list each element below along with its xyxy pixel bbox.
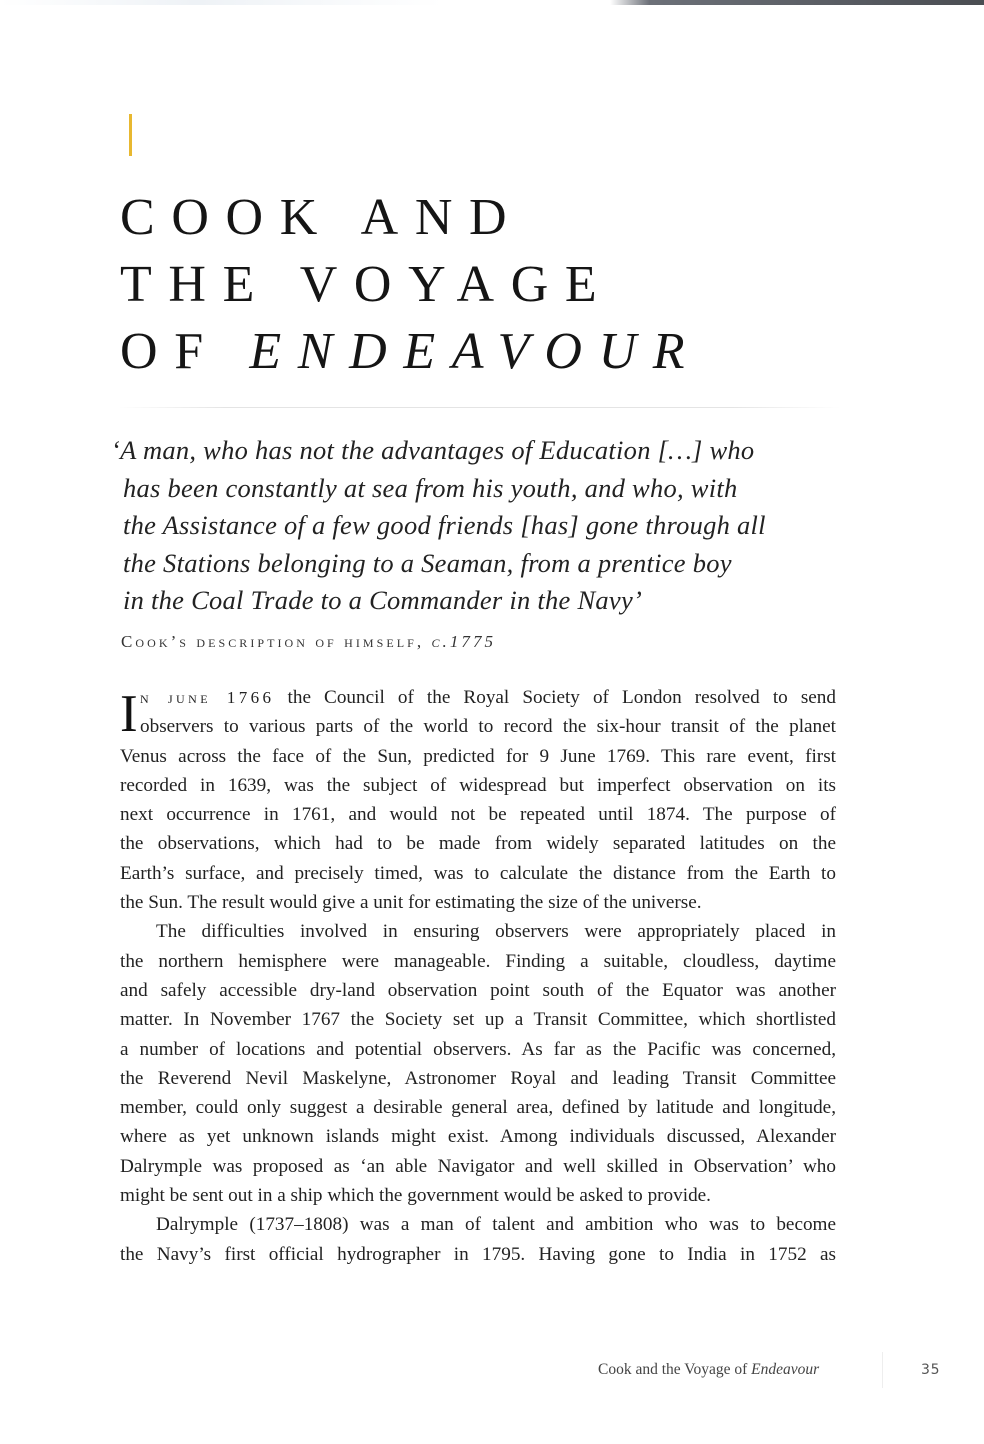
body-line: Dalrymple (1737–1808) was a man of talent and ambition who was to become xyxy=(156,1214,836,1236)
divider-rule xyxy=(118,407,840,408)
title-line: COOK AND xyxy=(120,189,524,246)
body-line: the Sun. The result would give a unit for estimating the size of the universe. xyxy=(120,892,702,914)
running-head: Cook and the Voyage of Endeavour xyxy=(598,1361,820,1378)
title-line: OF ENDEAVOUR xyxy=(120,323,702,380)
epigraph-line: the Stations belonging to a Seaman, from a prentice boy xyxy=(123,547,732,578)
body-line: the observations, which had to be made from widely separated latitudes on the xyxy=(120,833,836,855)
body-line: where as yet unknown islands might exist. Among individuals discussed, Alexander xyxy=(120,1126,836,1148)
body-line: and safely accessible dry-land observation point south of the Equator was another xyxy=(120,979,836,1001)
body-line: Earth’s surface, and precisely timed, was to calculate the distance from the Earth to xyxy=(120,862,836,884)
epigraph-line: in the Coal Trade to a Commander in the Navy’ xyxy=(123,585,643,616)
chapter-accent-bar xyxy=(129,114,132,156)
title-line: THE VOYAGE xyxy=(120,256,614,313)
body-line: Venus across the face of the Sun, predicted for 9 June 1769. This rare event, first xyxy=(120,745,836,767)
body-line: n june 1766 the Council of the Royal Society of London resolved to send xyxy=(140,687,836,708)
page-number: 35 xyxy=(921,1362,941,1378)
body-line: recorded in 1639, was the subject of widespread but imperfect observation on its xyxy=(120,774,836,796)
body-line: a number of locations and potential observers. As far as the Pacific was concerned, xyxy=(120,1038,836,1060)
title-ship-name: ENDEAVOUR xyxy=(249,323,702,380)
body-line: the Reverend Nevil Maskelyne, Astronomer Royal and leading Transit Committee xyxy=(120,1067,836,1089)
epigraph-line: ‘A man, who has not the advantages of Education […] who xyxy=(111,435,755,465)
epigraph-line: the Assistance of a few good friends [has] gone through all xyxy=(123,510,766,541)
body-line: Dalrymple was proposed as ‘an able Navigator and well skilled in Observation’ who xyxy=(120,1155,836,1177)
epigraph xyxy=(111,432,841,620)
footer-divider xyxy=(882,1352,883,1388)
epigraph-attribution: Cook’s description of himself, c.1775 xyxy=(121,632,497,651)
drop-cap: I xyxy=(120,685,138,743)
body-line: matter. In November 1767 the Society set up a Transit Committee, which shortlisted xyxy=(120,1009,836,1031)
scan-edge xyxy=(0,0,984,5)
lead-in: n june 1766 xyxy=(140,688,275,707)
body-line: might be sent out in a ship which the government would be asked to provide. xyxy=(120,1185,711,1207)
epigraph-line: has been constantly at sea from his youth, and who, with xyxy=(123,472,738,503)
body-line: member, could only suggest a desirable general area, defined by latitude and longitude, xyxy=(120,1097,836,1119)
chapter-title xyxy=(120,184,701,385)
body-line: the Navy’s first official hydrographer in 1795. Having gone to India in 1752 as xyxy=(120,1243,836,1265)
body-line: the northern hemisphere were manageable. Finding a suitable, cloudless, daytime xyxy=(120,950,836,972)
body-text xyxy=(120,683,836,1269)
body-line: The difficulties involved in ensuring observers were appropriately placed in xyxy=(156,921,836,943)
body-line: observers to various parts of the world to record the six-hour transit of the planet xyxy=(140,716,836,738)
body-line: next occurrence in 1761, and would not be repeated until 1874. The purpose of xyxy=(120,804,836,826)
